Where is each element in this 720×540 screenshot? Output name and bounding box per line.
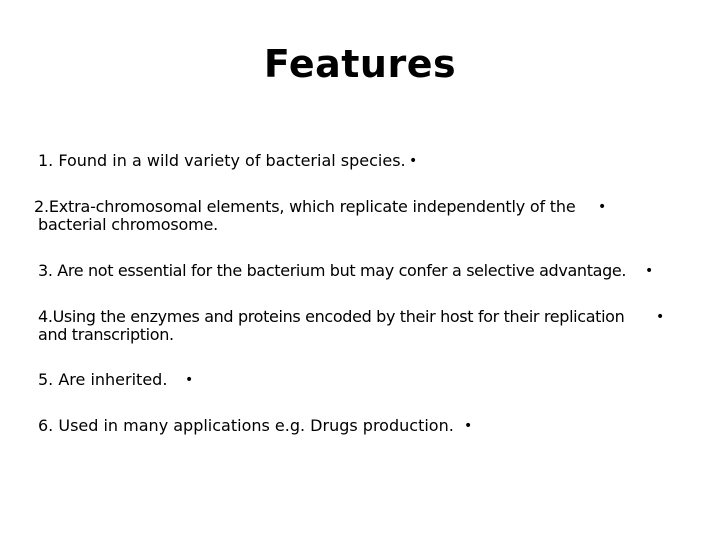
- feature-item-5: [38, 371, 167, 389]
- feature-item-2-line1: 2.Extra-chromosomal elements, which replicate independently of the: [34, 197, 576, 216]
- feature-item-1-bullet: •: [409, 153, 418, 169]
- slide-title: Features: [263, 42, 457, 86]
- feature-item-2: [34, 198, 575, 234]
- feature-item-4-line1: 4.Using the enzymes and proteins encoded by their host for their replication: [38, 307, 625, 326]
- feature-item-4-bullet: •: [656, 309, 665, 325]
- feature-item-5-bullet: •: [185, 372, 194, 388]
- feature-item-2-bullet: •: [598, 199, 607, 215]
- feature-item-1: [38, 152, 406, 170]
- feature-item-6-line1: 6. Used in many applications e.g. Drugs production.: [38, 416, 454, 435]
- feature-item-5-line1: 5. Are inherited.: [38, 370, 168, 389]
- feature-item-6: [38, 417, 454, 435]
- feature-item-1-line1: 1. Found in a wild variety of bacterial species.: [38, 151, 406, 170]
- feature-item-4-line2: and transcription.: [38, 325, 174, 344]
- feature-item-3-line1: 3. Are not essential for the bacterium but may confer a selective advantage.: [38, 261, 627, 280]
- feature-item-6-bullet: •: [464, 418, 473, 434]
- feature-item-3: [38, 262, 626, 280]
- feature-item-3-bullet: •: [645, 263, 654, 279]
- feature-item-4: [38, 308, 624, 344]
- feature-item-2-line2: bacterial chromosome.: [38, 215, 219, 234]
